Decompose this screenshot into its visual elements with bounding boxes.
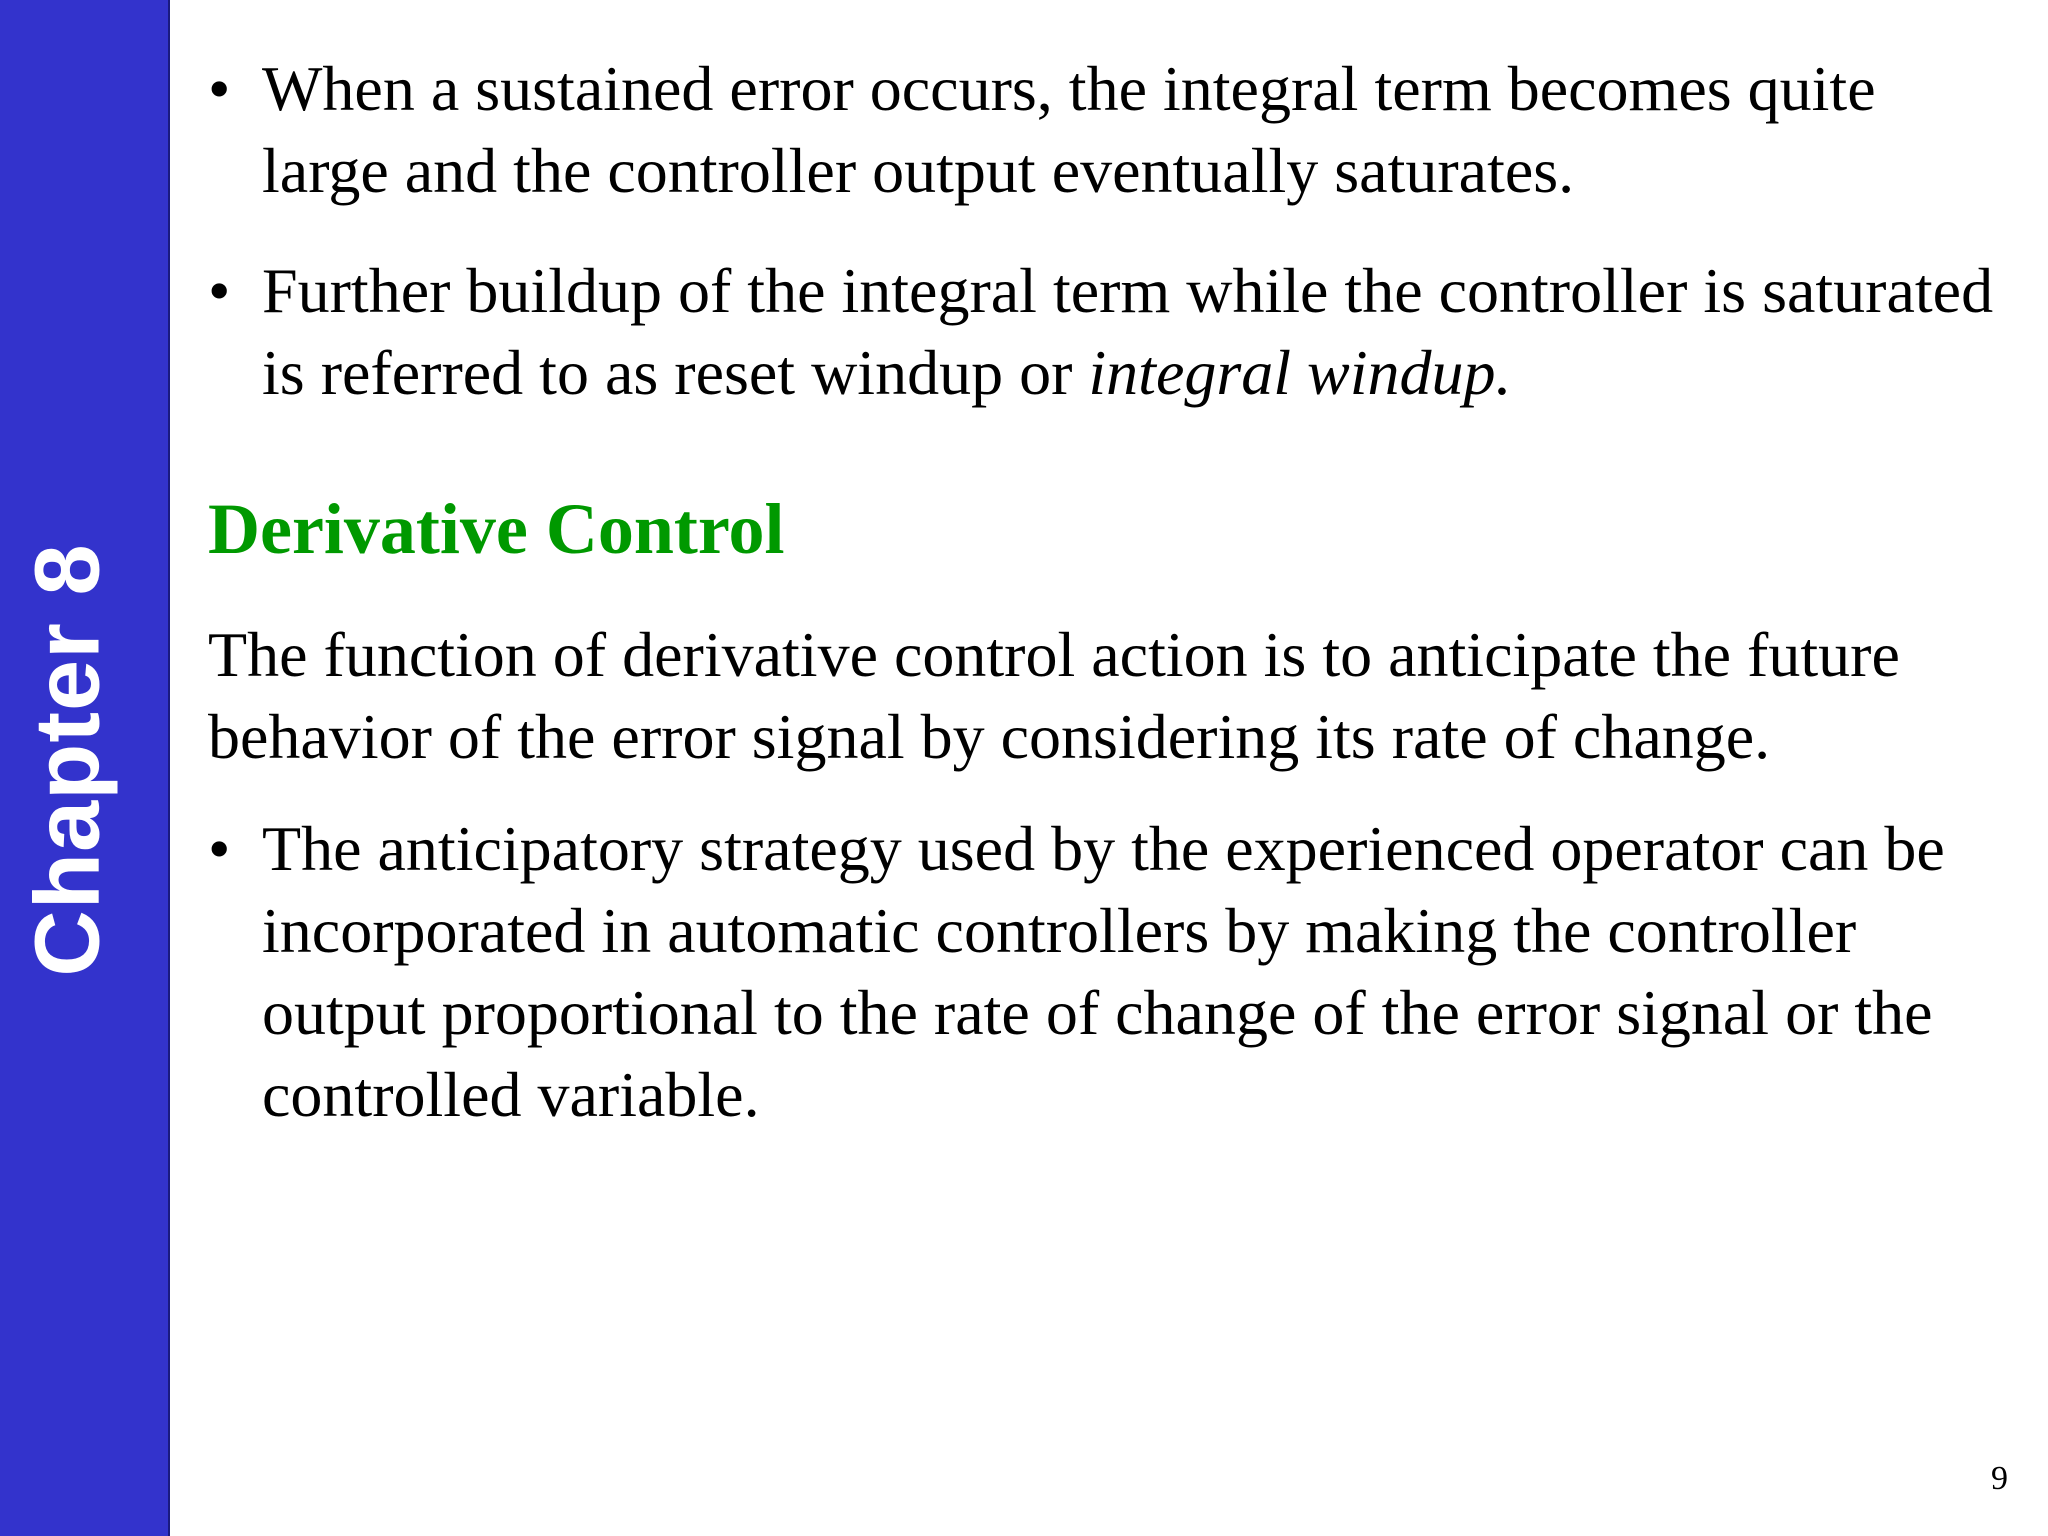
bullet-text-italic: integral windup. xyxy=(1088,337,1512,408)
bullet-item xyxy=(208,808,2018,1136)
bullet-item xyxy=(208,250,2018,414)
bullet-marker: • xyxy=(208,813,231,884)
chapter-label: Chapter 8 xyxy=(16,543,119,977)
slide-content xyxy=(208,48,2018,1136)
bullet-marker: • xyxy=(208,255,231,326)
body-paragraph: The function of derivative control action is to anticipate the future behavior of the error signal by considering its rate of change. xyxy=(208,619,1900,772)
bullet-item xyxy=(208,48,2018,212)
bullet-text: When a sustained error occurs, the integral term becomes quite large and the controller output eventually saturates. xyxy=(262,53,1876,206)
chapter-sidebar xyxy=(0,0,170,1536)
bullet-text: The anticipatory strategy used by the experienced operator can be incorporated in automatic controllers by making the controller output proportional to the rate of change of the error signal or the controlled variable. xyxy=(262,813,1945,1130)
page-number: 9 xyxy=(1991,1460,2008,1497)
bullet-marker: • xyxy=(208,53,231,124)
bullet-text: Further buildup of the integral term while the controller is saturated is referred to as reset windup or xyxy=(262,255,1994,408)
section-heading: Derivative Control xyxy=(208,489,785,569)
